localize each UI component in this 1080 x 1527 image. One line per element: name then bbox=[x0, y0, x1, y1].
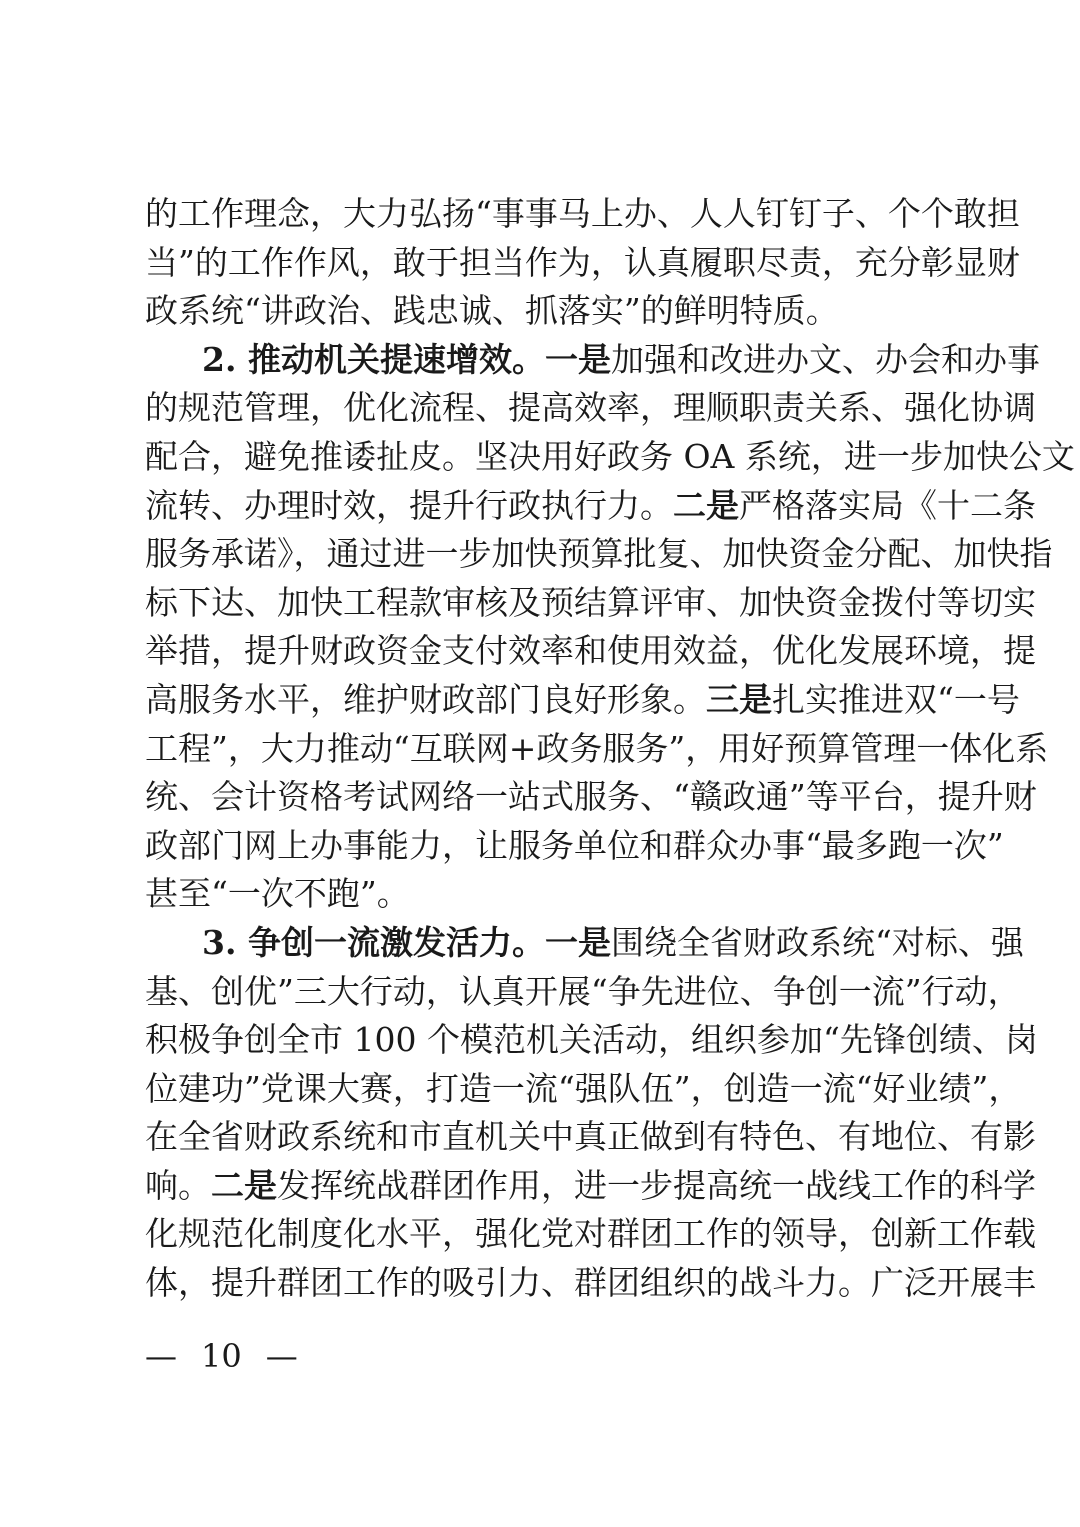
footer-dash-right: — bbox=[265, 1337, 298, 1375]
section-heading: 2. 推动机关提速增效。 bbox=[202, 339, 545, 379]
text-segment: 流转、办理时效，提升行政执行力。 bbox=[145, 485, 673, 525]
text-segment: 标下达、加快工程款审核及预结算评审、加快资金拨付等切实 bbox=[145, 582, 1036, 622]
text-line bbox=[145, 1065, 1022, 1114]
text-line bbox=[145, 968, 1021, 1017]
text-segment: 在全省财政系统和市直机关中真正做到有特色、有地位、有影 bbox=[145, 1117, 1036, 1157]
text-segment: 政部门网上办事能力，让服务单位和群众办事“最多跑一次” bbox=[145, 825, 1004, 865]
text-segment: 基、创优”三大行动，认真开展“争先进位、争创一流”行动， bbox=[145, 971, 1021, 1011]
text-segment: 甚至“一次不跑”。 bbox=[145, 874, 410, 914]
footer-dash-left: — bbox=[145, 1337, 177, 1375]
text-line bbox=[145, 627, 1036, 676]
text-line bbox=[145, 287, 937, 336]
emphasis-marker: 一是 bbox=[544, 922, 611, 962]
text-segment: 服务承诺》，通过进一步加快预算批复、加快资金分配、加快指 bbox=[145, 534, 1053, 574]
text-segment: 统、会计资格考试网络一站式服务、“赣政通”等平台，提升财 bbox=[145, 777, 1037, 817]
text-segment: 政系统“讲政治、践忠诚、抓落实”的鲜明特质。 bbox=[145, 291, 839, 331]
text-line bbox=[145, 1016, 1038, 1065]
text-segment: 化规范化制度化水平，强化党对群团工作的领导，创新工作载 bbox=[145, 1214, 1036, 1254]
text-line bbox=[145, 919, 1024, 968]
section-heading: 3. 争创一流激发活力。 bbox=[202, 922, 545, 962]
text-line bbox=[145, 579, 1036, 628]
text-line bbox=[145, 482, 1036, 531]
text-segment: 工程”，大力推动“互联网+政务服务”，用好预算管理一体化系 bbox=[145, 728, 1049, 768]
page-footer bbox=[145, 1336, 298, 1376]
text-segment: 加强和改进办文、办会和办事 bbox=[610, 339, 1040, 379]
text-segment: 积极争创全市 100 个模范机关活动，组织参加“先锋创绩、岗 bbox=[145, 1020, 1038, 1060]
text-segment: 响。 bbox=[145, 1165, 211, 1205]
text-line bbox=[145, 1113, 1036, 1162]
text-segment: 扎实推进双“一号 bbox=[772, 679, 1020, 719]
text-segment: 位建功”党课大赛，打造一流“强队伍”，创造一流“好业绩”， bbox=[145, 1068, 1022, 1108]
text-line bbox=[145, 1259, 1036, 1308]
text-segment: 体，提升群团工作的吸引力、群团组织的战斗力。广泛开展丰 bbox=[145, 1263, 1036, 1303]
emphasis-marker: 二是 bbox=[673, 485, 739, 525]
text-line bbox=[145, 1210, 1036, 1259]
text-line bbox=[145, 530, 1053, 579]
page-number: 10 bbox=[201, 1337, 242, 1375]
emphasis-marker: 一是 bbox=[544, 339, 611, 379]
text-line bbox=[145, 725, 1049, 774]
body-text bbox=[145, 190, 1075, 1308]
text-line bbox=[145, 870, 937, 919]
text-segment: 的工作理念，大力弘扬“事事马上办、人人钉钉子、个个敢担 bbox=[145, 194, 1020, 233]
text-line bbox=[145, 384, 1036, 433]
text-segment: 围绕全省财政系统“对标、强 bbox=[610, 922, 1024, 962]
text-line bbox=[145, 239, 1020, 288]
text-segment: 的规范管理，优化流程、提高效率，理顺职责关系、强化协调 bbox=[145, 388, 1036, 428]
text-segment: 举措，提升财政资金支付效率和使用效益，优化发展环境，提 bbox=[145, 631, 1036, 671]
text-segment: 发挥统战群团作用，进一步提高统一战线工作的科学 bbox=[277, 1165, 1036, 1205]
text-line bbox=[145, 676, 1020, 725]
text-segment: 严格落实局《十二条 bbox=[739, 485, 1036, 525]
text-line bbox=[145, 433, 1075, 482]
text-line bbox=[145, 773, 1037, 822]
text-line bbox=[145, 822, 1004, 871]
text-segment: 高服务水平，维护财政部门良好形象。 bbox=[145, 679, 706, 719]
emphasis-marker: 二是 bbox=[211, 1165, 277, 1205]
text-line bbox=[145, 336, 1040, 385]
text-line bbox=[145, 190, 1020, 239]
text-segment: 配合，避免推诿扯皮。坚决用好政务 OA 系统，进一步加快公文 bbox=[145, 436, 1075, 476]
emphasis-marker: 三是 bbox=[706, 679, 772, 719]
text-line bbox=[145, 1162, 1036, 1211]
text-segment: 当”的工作作风，敢于担当作为，认真履职尽责，充分彰显财 bbox=[145, 242, 1020, 282]
